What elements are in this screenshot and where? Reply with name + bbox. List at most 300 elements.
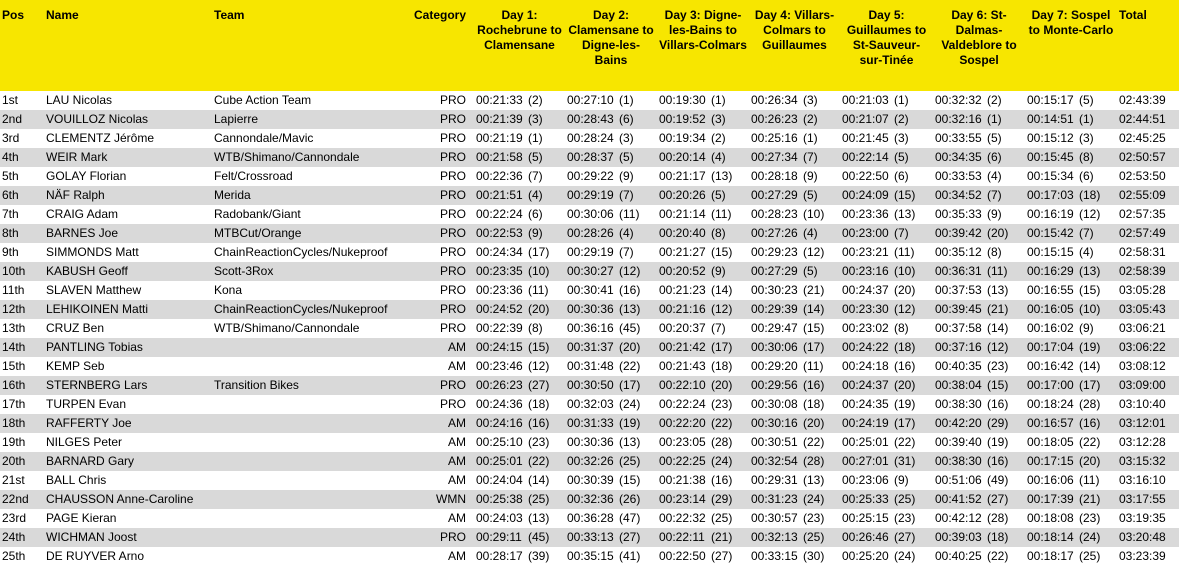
stage-time: 00:39:03 bbox=[935, 530, 982, 544]
stage-time: 00:16:57 bbox=[1027, 416, 1074, 430]
stage-time: 00:30:16 bbox=[751, 416, 798, 430]
stage-rank: (15) bbox=[619, 473, 641, 487]
stage-time: 00:23:46 bbox=[476, 359, 523, 373]
cell-day-1 bbox=[474, 376, 565, 395]
stage-time: 00:22:50 bbox=[659, 549, 706, 563]
stage-rank: (23) bbox=[1079, 511, 1101, 525]
stage-rank: (18) bbox=[803, 397, 825, 411]
cell-total: 03:23:39 bbox=[1119, 549, 1166, 563]
stage-time: 00:24:16 bbox=[476, 416, 523, 430]
header-name: Name bbox=[46, 8, 79, 22]
stage-rank: (11) bbox=[894, 245, 915, 259]
stage-time: 00:23:14 bbox=[659, 492, 706, 506]
header-day-4: Day 4: Villars-Colmars to Guillaumes bbox=[754, 8, 835, 52]
stage-time: 00:22:10 bbox=[659, 378, 706, 392]
stage-rank: (24) bbox=[803, 492, 825, 506]
stage-time: 00:35:12 bbox=[935, 245, 982, 259]
stage-rank: (25) bbox=[711, 511, 733, 525]
stage-rank: (2) bbox=[894, 112, 909, 126]
stage-time: 00:22:20 bbox=[659, 416, 706, 430]
cell-day-7 bbox=[1025, 167, 1117, 186]
cell-day-3 bbox=[657, 300, 749, 319]
cell-day-6 bbox=[933, 262, 1025, 281]
cell-day-1 bbox=[474, 471, 565, 490]
stage-time: 00:27:34 bbox=[751, 150, 798, 164]
stage-time: 00:22:39 bbox=[476, 321, 523, 335]
stage-rank: (9) bbox=[987, 207, 1002, 221]
stage-time: 00:24:37 bbox=[842, 283, 889, 297]
cell-day-4 bbox=[749, 528, 840, 547]
stage-time: 00:23:36 bbox=[476, 283, 523, 297]
stage-rank: (9) bbox=[1079, 321, 1094, 335]
stage-rank: (22) bbox=[1079, 435, 1101, 449]
cell-day-3 bbox=[657, 262, 749, 281]
stage-rank: (12) bbox=[894, 302, 916, 316]
stage-rank: (20) bbox=[894, 378, 916, 392]
stage-rank: (24) bbox=[711, 454, 733, 468]
cell-name: LEHIKOINEN Matti bbox=[46, 302, 149, 316]
cell-day-2 bbox=[565, 547, 657, 566]
stage-time: 00:17:04 bbox=[1027, 340, 1074, 354]
stage-rank: (5) bbox=[619, 150, 634, 164]
stage-time: 00:37:58 bbox=[935, 321, 982, 335]
cell-category: PRO bbox=[439, 378, 466, 392]
stage-time: 00:30:06 bbox=[567, 207, 614, 221]
cell-total: 03:15:32 bbox=[1119, 454, 1166, 468]
cell-team: WTB/Shimano/Cannondale bbox=[214, 150, 360, 164]
stage-time: 00:23:30 bbox=[842, 302, 889, 316]
stage-rank: (20) bbox=[528, 302, 550, 316]
stage-time: 00:21:19 bbox=[476, 131, 523, 145]
cell-day-1 bbox=[474, 490, 565, 509]
stage-time: 00:24:18 bbox=[842, 359, 889, 373]
stage-time: 00:19:34 bbox=[659, 131, 706, 145]
stage-rank: (15) bbox=[894, 188, 916, 202]
stage-time: 00:33:15 bbox=[751, 549, 798, 563]
stage-rank: (25) bbox=[528, 492, 550, 506]
cell-category: PRO bbox=[439, 207, 466, 221]
cell-day-1 bbox=[474, 167, 565, 186]
cell-day-3 bbox=[657, 376, 749, 395]
cell-total: 03:05:28 bbox=[1119, 283, 1166, 297]
stage-rank: (18) bbox=[528, 397, 550, 411]
table-row bbox=[0, 110, 1179, 129]
cell-day-5 bbox=[840, 91, 933, 110]
stage-rank: (1) bbox=[803, 131, 818, 145]
stage-time: 00:21:51 bbox=[476, 188, 523, 202]
stage-rank: (7) bbox=[987, 188, 1002, 202]
cell-category: PRO bbox=[439, 131, 466, 145]
stage-rank: (45) bbox=[528, 530, 550, 544]
stage-rank: (16) bbox=[894, 359, 916, 373]
stage-time: 00:24:35 bbox=[842, 397, 889, 411]
cell-day-2 bbox=[565, 167, 657, 186]
stage-rank: (12) bbox=[528, 359, 550, 373]
stage-rank: (49) bbox=[987, 473, 1009, 487]
stage-time: 00:36:31 bbox=[935, 264, 982, 278]
stage-rank: (13) bbox=[528, 511, 550, 525]
cell-day-5 bbox=[840, 547, 933, 566]
stage-time: 00:29:19 bbox=[567, 245, 614, 259]
stage-rank: (1) bbox=[1079, 112, 1094, 126]
stage-rank: (45) bbox=[619, 321, 641, 335]
cell-total: 03:12:01 bbox=[1119, 416, 1166, 430]
cell-day-5 bbox=[840, 300, 933, 319]
cell-day-1 bbox=[474, 262, 565, 281]
stage-time: 00:22:50 bbox=[842, 169, 889, 183]
stage-rank: (3) bbox=[528, 112, 543, 126]
cell-day-7 bbox=[1025, 471, 1117, 490]
cell-day-1 bbox=[474, 452, 565, 471]
stage-rank: (7) bbox=[894, 226, 909, 240]
cell-day-2 bbox=[565, 433, 657, 452]
cell-day-4 bbox=[749, 243, 840, 262]
cell-day-7 bbox=[1025, 186, 1117, 205]
cell-day-7 bbox=[1025, 262, 1117, 281]
stage-rank: (15) bbox=[1079, 283, 1101, 297]
stage-time: 00:28:24 bbox=[567, 131, 614, 145]
stage-time: 00:38:30 bbox=[935, 397, 982, 411]
stage-time: 00:21:23 bbox=[659, 283, 706, 297]
stage-time: 00:30:51 bbox=[751, 435, 798, 449]
stage-rank: (31) bbox=[894, 454, 916, 468]
cell-day-3 bbox=[657, 319, 749, 338]
stage-time: 00:27:29 bbox=[751, 188, 798, 202]
cell-day-4 bbox=[749, 148, 840, 167]
stage-rank: (5) bbox=[803, 188, 818, 202]
stage-time: 00:26:46 bbox=[842, 530, 889, 544]
cell-day-1 bbox=[474, 357, 565, 376]
cell-category: PRO bbox=[439, 397, 466, 411]
stage-rank: (23) bbox=[894, 511, 916, 525]
stage-time: 00:34:35 bbox=[935, 150, 982, 164]
cell-pos: 15th bbox=[2, 359, 26, 373]
stage-time: 00:31:23 bbox=[751, 492, 798, 506]
stage-time: 00:30:41 bbox=[567, 283, 614, 297]
cell-day-4 bbox=[749, 357, 840, 376]
cell-name: RAFFERTY Joe bbox=[46, 416, 132, 430]
cell-day-4 bbox=[749, 91, 840, 110]
stage-time: 00:22:11 bbox=[659, 530, 705, 544]
cell-day-5 bbox=[840, 490, 933, 509]
stage-rank: (5) bbox=[1079, 93, 1094, 107]
stage-time: 00:16:02 bbox=[1027, 321, 1074, 335]
cell-name: CRUZ Ben bbox=[46, 321, 105, 335]
stage-time: 00:21:16 bbox=[659, 302, 706, 316]
stage-rank: (13) bbox=[619, 302, 641, 316]
cell-day-1 bbox=[474, 91, 565, 110]
stage-time: 00:30:50 bbox=[567, 378, 614, 392]
stage-rank: (20) bbox=[894, 283, 916, 297]
stage-time: 00:22:25 bbox=[659, 454, 706, 468]
stage-time: 00:22:36 bbox=[476, 169, 523, 183]
stage-rank: (7) bbox=[711, 321, 726, 335]
cell-day-4 bbox=[749, 471, 840, 490]
cell-pos: 18th bbox=[2, 416, 26, 430]
cell-category: AM bbox=[448, 340, 466, 354]
cell-team bbox=[212, 547, 406, 566]
cell-day-3 bbox=[657, 547, 749, 566]
cell-category: PRO bbox=[439, 264, 466, 278]
stage-rank: (15) bbox=[711, 245, 733, 259]
cell-day-6 bbox=[933, 376, 1025, 395]
cell-total: 02:45:25 bbox=[1119, 131, 1166, 145]
stage-time: 00:21:43 bbox=[659, 359, 706, 373]
cell-team bbox=[212, 528, 406, 547]
stage-time: 00:26:23 bbox=[476, 378, 523, 392]
cell-day-6 bbox=[933, 319, 1025, 338]
cell-day-6 bbox=[933, 110, 1025, 129]
cell-name: WEIR Mark bbox=[46, 150, 108, 164]
cell-category: PRO bbox=[439, 321, 466, 335]
cell-pos: 19th bbox=[2, 435, 26, 449]
stage-time: 00:18:24 bbox=[1027, 397, 1074, 411]
stage-rank: (13) bbox=[619, 435, 641, 449]
stage-time: 00:24:09 bbox=[842, 188, 889, 202]
cell-day-7 bbox=[1025, 338, 1117, 357]
stage-time: 00:32:13 bbox=[751, 530, 798, 544]
stage-time: 00:22:24 bbox=[659, 397, 706, 411]
cell-name: KABUSH Geoff bbox=[46, 264, 128, 278]
stage-time: 00:38:04 bbox=[935, 378, 982, 392]
cell-day-2 bbox=[565, 452, 657, 471]
cell-day-4 bbox=[749, 547, 840, 566]
stage-rank: (1) bbox=[619, 93, 634, 107]
stage-rank: (19) bbox=[1079, 340, 1101, 354]
stage-time: 00:17:39 bbox=[1027, 492, 1074, 506]
cell-day-1 bbox=[474, 205, 565, 224]
cell-name: LAU Nicolas bbox=[46, 93, 113, 107]
stage-rank: (28) bbox=[1079, 397, 1101, 411]
stage-rank: (17) bbox=[1079, 378, 1101, 392]
stage-time: 00:16:29 bbox=[1027, 264, 1074, 278]
stage-time: 00:21:17 bbox=[659, 169, 706, 183]
cell-day-4 bbox=[749, 433, 840, 452]
stage-time: 00:39:45 bbox=[935, 302, 982, 316]
table-row bbox=[0, 319, 1179, 338]
stage-time: 00:21:14 bbox=[659, 207, 706, 221]
stage-rank: (17) bbox=[528, 245, 550, 259]
stage-rank: (20) bbox=[1079, 454, 1101, 468]
cell-day-3 bbox=[657, 224, 749, 243]
cell-pos: 10th bbox=[2, 264, 26, 278]
stage-time: 00:36:28 bbox=[567, 511, 614, 525]
stage-time: 00:21:58 bbox=[476, 150, 523, 164]
stage-time: 00:42:20 bbox=[935, 416, 982, 430]
cell-day-5 bbox=[840, 395, 933, 414]
cell-day-1 bbox=[474, 110, 565, 129]
cell-category: AM bbox=[448, 549, 466, 563]
cell-total: 02:53:50 bbox=[1119, 169, 1166, 183]
stage-rank: (2) bbox=[803, 112, 818, 126]
stage-rank: (14) bbox=[1079, 359, 1101, 373]
stage-rank: (4) bbox=[803, 226, 818, 240]
cell-day-6 bbox=[933, 414, 1025, 433]
stage-time: 00:41:52 bbox=[935, 492, 982, 506]
header-total: Total bbox=[1119, 8, 1147, 22]
cell-pos: 5th bbox=[2, 169, 19, 183]
stage-time: 00:28:23 bbox=[751, 207, 798, 221]
stage-time: 00:16:55 bbox=[1027, 283, 1074, 297]
stage-rank: (27) bbox=[987, 492, 1009, 506]
stage-rank: (20) bbox=[711, 378, 733, 392]
cell-day-2 bbox=[565, 110, 657, 129]
stage-time: 00:23:02 bbox=[842, 321, 889, 335]
cell-day-5 bbox=[840, 243, 933, 262]
stage-rank: (17) bbox=[711, 340, 733, 354]
stage-rank: (13) bbox=[894, 207, 916, 221]
cell-day-6 bbox=[933, 490, 1025, 509]
table-row bbox=[0, 528, 1179, 547]
cell-day-6 bbox=[933, 129, 1025, 148]
stage-rank: (15) bbox=[803, 321, 825, 335]
stage-time: 00:27:29 bbox=[751, 264, 798, 278]
cell-day-2 bbox=[565, 471, 657, 490]
stage-rank: (6) bbox=[528, 207, 543, 221]
cell-day-7 bbox=[1025, 243, 1117, 262]
stage-rank: (15) bbox=[987, 378, 1009, 392]
header-day-6: Day 6: St-Dalmas-Valdeblore to Sospel bbox=[941, 8, 1017, 67]
cell-category: PRO bbox=[439, 188, 466, 202]
cell-day-6 bbox=[933, 205, 1025, 224]
cell-day-3 bbox=[657, 129, 749, 148]
cell-day-6 bbox=[933, 243, 1025, 262]
cell-team bbox=[212, 509, 406, 528]
cell-day-2 bbox=[565, 148, 657, 167]
cell-day-2 bbox=[565, 376, 657, 395]
stage-rank: (20) bbox=[803, 416, 825, 430]
stage-time: 00:23:36 bbox=[842, 207, 889, 221]
stage-time: 00:25:10 bbox=[476, 435, 523, 449]
stage-rank: (9) bbox=[803, 169, 818, 183]
cell-category: AM bbox=[448, 511, 466, 525]
table-row bbox=[0, 224, 1179, 243]
stage-rank: (22) bbox=[711, 416, 733, 430]
stage-time: 00:14:51 bbox=[1027, 112, 1074, 126]
table-row bbox=[0, 509, 1179, 528]
cell-day-4 bbox=[749, 509, 840, 528]
table-row bbox=[0, 186, 1179, 205]
cell-team: Kona bbox=[214, 283, 243, 297]
cell-total: 03:12:28 bbox=[1119, 435, 1166, 449]
cell-day-2 bbox=[565, 186, 657, 205]
cell-total: 02:55:09 bbox=[1119, 188, 1166, 202]
stage-rank: (19) bbox=[894, 397, 916, 411]
stage-time: 00:39:40 bbox=[935, 435, 982, 449]
stage-rank: (13) bbox=[803, 473, 825, 487]
stage-time: 00:17:03 bbox=[1027, 188, 1074, 202]
cell-team bbox=[212, 490, 406, 509]
stage-time: 00:21:33 bbox=[476, 93, 523, 107]
cell-day-2 bbox=[565, 91, 657, 110]
stage-rank: (8) bbox=[987, 245, 1002, 259]
stage-rank: (11) bbox=[803, 359, 824, 373]
stage-rank: (5) bbox=[987, 131, 1002, 145]
stage-rank: (2) bbox=[528, 93, 543, 107]
cell-day-5 bbox=[840, 509, 933, 528]
stage-time: 00:25:15 bbox=[842, 511, 889, 525]
cell-pos: 23rd bbox=[2, 511, 27, 525]
stage-time: 00:33:55 bbox=[935, 131, 982, 145]
stage-time: 00:26:34 bbox=[751, 93, 798, 107]
stage-rank: (17) bbox=[803, 340, 825, 354]
stage-rank: (9) bbox=[711, 264, 726, 278]
table-row bbox=[0, 167, 1179, 186]
stage-rank: (4) bbox=[619, 226, 634, 240]
stage-rank: (28) bbox=[803, 454, 825, 468]
cell-total: 02:57:49 bbox=[1119, 226, 1166, 240]
cell-day-1 bbox=[474, 243, 565, 262]
stage-time: 00:40:25 bbox=[935, 549, 982, 563]
stage-rank: (11) bbox=[987, 264, 1008, 278]
cell-day-1 bbox=[474, 395, 565, 414]
stage-time: 00:28:17 bbox=[476, 549, 523, 563]
stage-time: 00:28:18 bbox=[751, 169, 798, 183]
stage-rank: (9) bbox=[894, 473, 909, 487]
cell-category: PRO bbox=[439, 302, 466, 316]
stage-time: 00:30:27 bbox=[567, 264, 614, 278]
cell-pos: 9th bbox=[2, 245, 19, 259]
cell-name: PAGE Kieran bbox=[46, 511, 117, 525]
table-row bbox=[0, 243, 1179, 262]
cell-day-7 bbox=[1025, 547, 1117, 566]
cell-day-7 bbox=[1025, 110, 1117, 129]
stage-time: 00:38:30 bbox=[935, 454, 982, 468]
cell-day-5 bbox=[840, 224, 933, 243]
cell-day-2 bbox=[565, 300, 657, 319]
table-row bbox=[0, 357, 1179, 376]
cell-name: CHAUSSON Anne-Caroline bbox=[46, 492, 194, 506]
stage-time: 00:21:42 bbox=[659, 340, 706, 354]
cell-team: Felt/Crossroad bbox=[214, 169, 293, 183]
stage-rank: (6) bbox=[987, 150, 1002, 164]
stage-time: 00:30:06 bbox=[751, 340, 798, 354]
cell-day-7 bbox=[1025, 319, 1117, 338]
cell-day-3 bbox=[657, 205, 749, 224]
cell-day-3 bbox=[657, 148, 749, 167]
cell-day-2 bbox=[565, 205, 657, 224]
stage-rank: (12) bbox=[619, 264, 641, 278]
stage-time: 00:20:40 bbox=[659, 226, 706, 240]
cell-category: AM bbox=[448, 416, 466, 430]
stage-time: 00:17:00 bbox=[1027, 378, 1074, 392]
stage-rank: (18) bbox=[987, 530, 1009, 544]
cell-day-1 bbox=[474, 509, 565, 528]
stage-rank: (39) bbox=[528, 549, 550, 563]
cell-pos: 22nd bbox=[2, 492, 29, 506]
cell-day-4 bbox=[749, 167, 840, 186]
stage-time: 00:28:26 bbox=[567, 226, 614, 240]
stage-time: 00:25:01 bbox=[842, 435, 889, 449]
cell-pos: 6th bbox=[2, 188, 19, 202]
cell-total: 03:06:22 bbox=[1119, 340, 1166, 354]
stage-time: 00:39:42 bbox=[935, 226, 982, 240]
cell-category: PRO bbox=[439, 93, 466, 107]
stage-time: 00:24:19 bbox=[842, 416, 889, 430]
stage-time: 00:32:32 bbox=[935, 93, 982, 107]
cell-day-2 bbox=[565, 262, 657, 281]
header-day-1: Day 1: Rochebrune to Clamensane bbox=[477, 8, 562, 52]
cell-total: 03:19:35 bbox=[1119, 511, 1166, 525]
table-row bbox=[0, 148, 1179, 167]
cell-pos: 8th bbox=[2, 226, 19, 240]
stage-rank: (16) bbox=[1079, 416, 1101, 430]
cell-total: 02:50:57 bbox=[1119, 150, 1166, 164]
cell-day-3 bbox=[657, 110, 749, 129]
cell-day-6 bbox=[933, 186, 1025, 205]
stage-time: 00:35:33 bbox=[935, 207, 982, 221]
stage-rank: (24) bbox=[619, 397, 641, 411]
